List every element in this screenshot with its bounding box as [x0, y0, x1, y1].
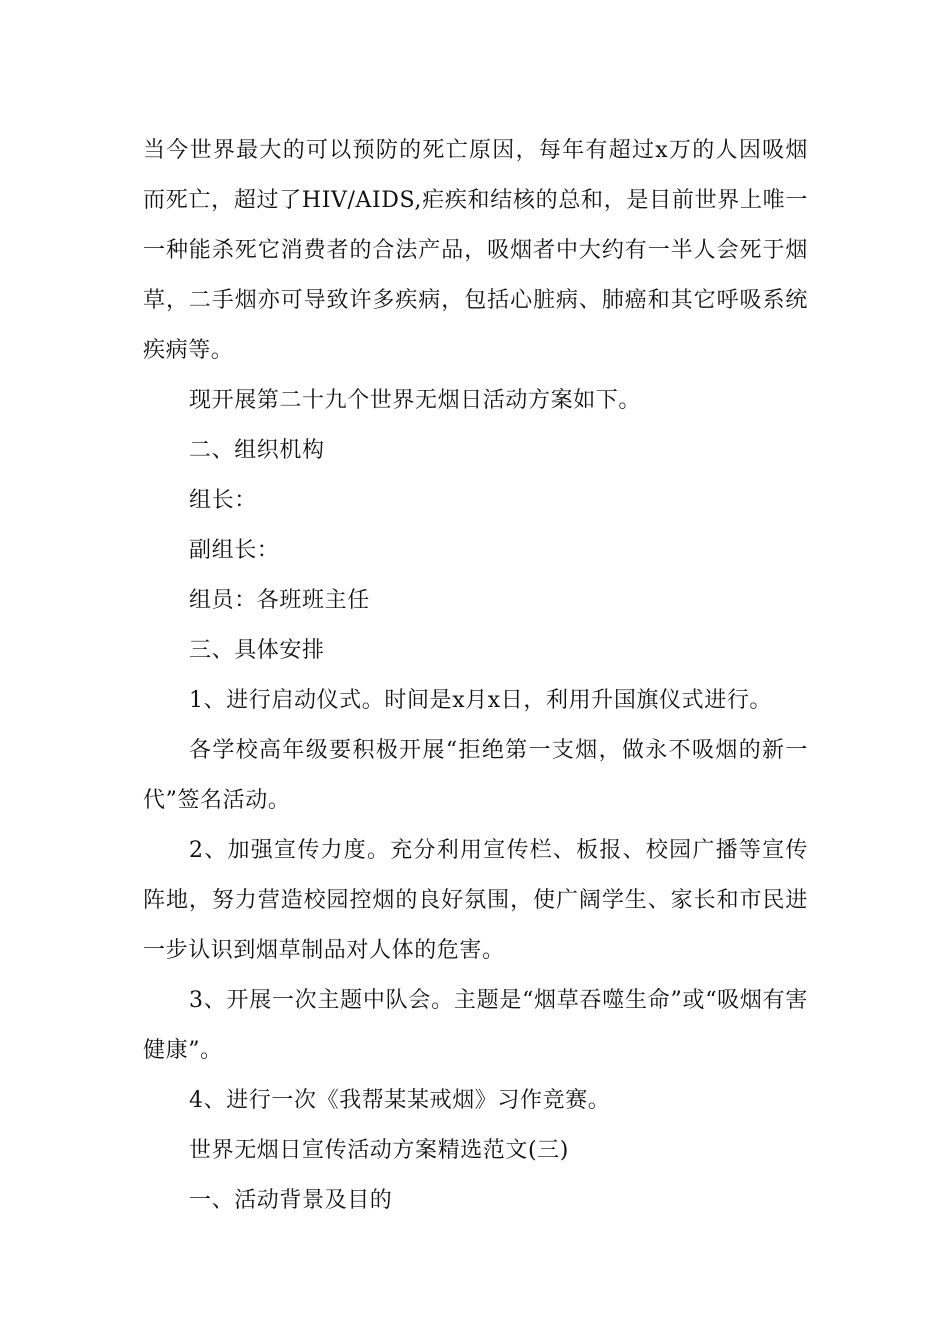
paragraph-item-1: 1、进行启动仪式。时间是x月x日，利用升国旗仪式进行。 — [189, 688, 773, 713]
section-heading-organization: 二、组织机构 — [189, 438, 325, 463]
paragraph-signature-activity: 各学校高年级要积极开展“拒绝第一支烟，做永不吸烟的新一代”签名活动。 — [143, 738, 808, 813]
paragraph-item-4: 4、进行一次《我帮某某戒烟》习作竞赛。 — [189, 1088, 611, 1113]
section-heading-background: 一、活动背景及目的 — [189, 1188, 393, 1213]
section-heading-arrangement: 三、具体安排 — [189, 638, 325, 663]
paragraph-plan-intro: 现开展第二十九个世界无烟日活动方案如下。 — [189, 388, 642, 413]
document-body — [143, 126, 808, 1226]
paragraph-item-2: 2、加强宣传力度。充分利用宣传栏、板报、校园广播等宣传阵地，努力营造校园控烟的良好氛围，使广阔学生、家长和市民进一步认识到烟草制品对人体的危害。 — [143, 838, 808, 963]
paragraph-members: 组员：各班班主任 — [189, 588, 370, 613]
paragraph-deputy-leader: 副组长： — [189, 538, 280, 563]
paragraph-leader: 组长： — [189, 488, 257, 513]
paragraph-item-3: 3、开展一次主题中队会。主题是“烟草吞噬生命”或“吸烟有害健康”。 — [143, 988, 808, 1063]
section-title-sample-3: 世界无烟日宣传活动方案精选范文(三) — [189, 1138, 569, 1163]
paragraph-intro: 当今世界最大的可以预防的死亡原因，每年有超过x万的人因吸烟而死亡，超过了HIV/AIDS,疟疾和结核的总和，是目前世界上唯一一种能杀死它消费者的合法产品，吸烟者中大约有一半人会死于烟草，二手烟亦可导致许多疾病，包括心脏病、肺癌和其它呼吸系统疾病等。 — [143, 138, 808, 363]
